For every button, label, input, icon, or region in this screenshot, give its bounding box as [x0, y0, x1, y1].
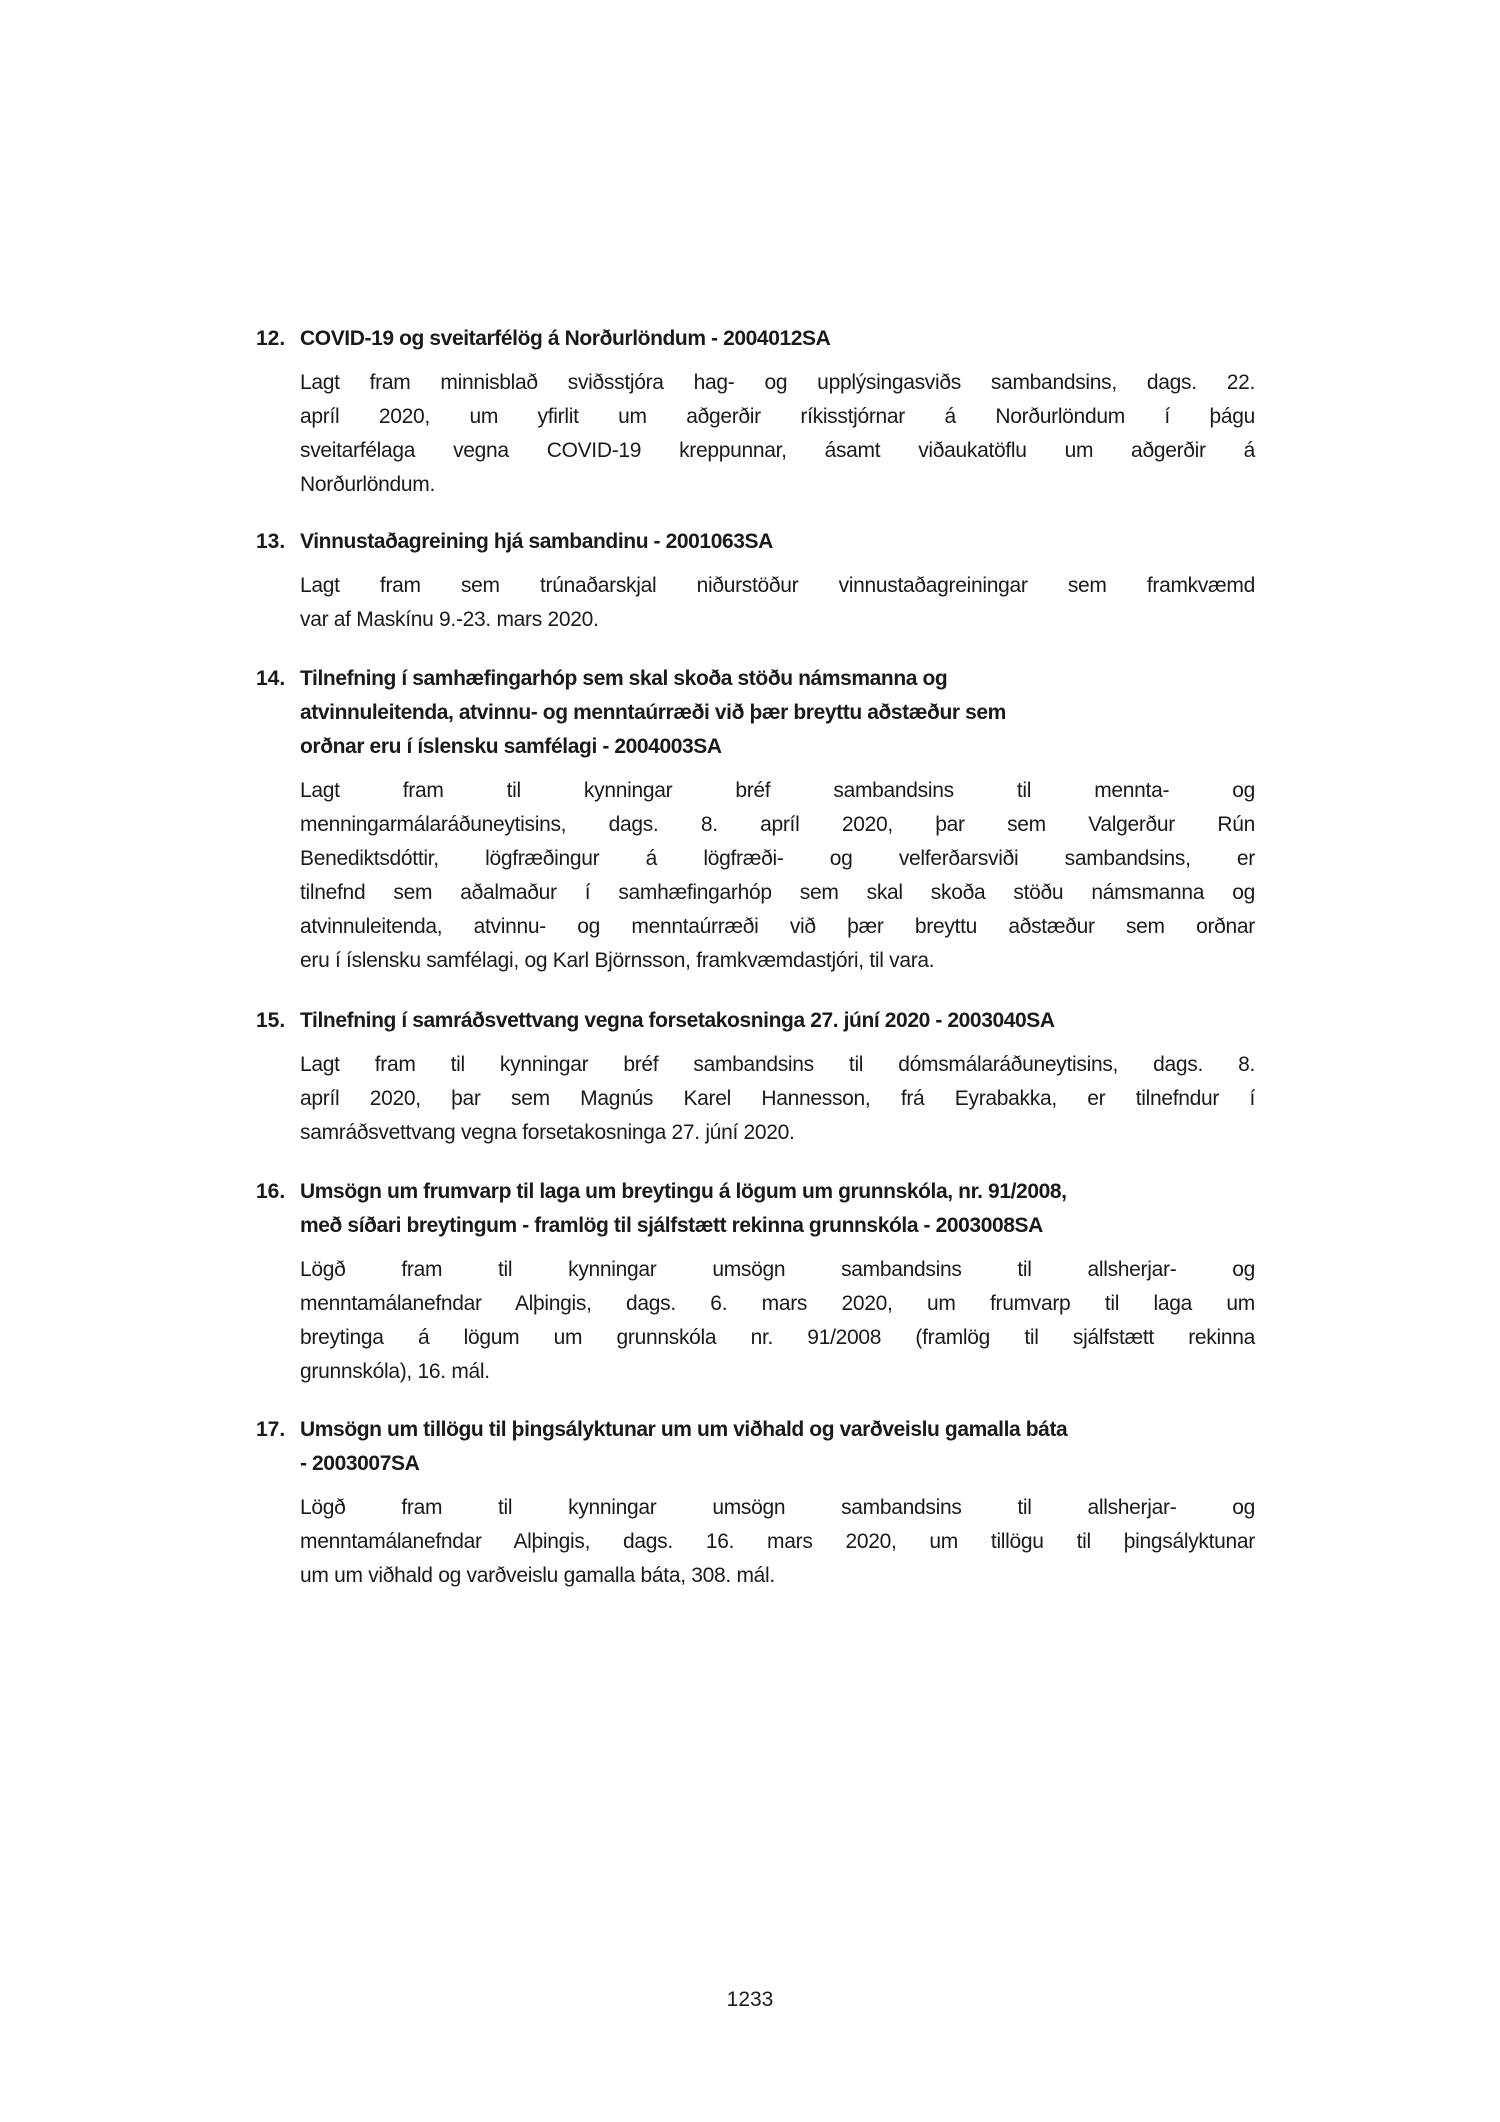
heading-line: Vinnustaðagreining hjá sambandinu - 2001063SA [300, 530, 773, 553]
heading-line: Tilnefning í samhæfingarhóp sem skal skoða stöðu námsmanna og [300, 667, 948, 690]
body-line: menntamálanefndar Alþingis, dags. 16. mars 2020, um tillögu til þingsályktunar [300, 1530, 1255, 1553]
item-body [300, 774, 1255, 978]
page-number: 1233 [726, 1988, 774, 2011]
agenda-item [256, 1413, 1256, 1593]
body-line: Lagt fram sem trúnaðarskjal niðurstöður vinnustaðagreiningar sem framkvæmd [300, 574, 1255, 597]
body-line: apríl 2020, um yfirlit um aðgerðir ríkisstjórnar á Norðurlöndum í þágu [300, 405, 1255, 428]
item-heading [300, 1175, 1256, 1243]
body-line: eru í íslensku samfélagi, og Karl Björnsson, framkvæmdastjóri, til vara. [300, 949, 935, 972]
body-line: sveitarfélaga vegna COVID-19 kreppunnar, ásamt viðaukatöflu um aðgerðir á [300, 439, 1255, 462]
agenda-item [256, 1004, 1256, 1150]
item-body [300, 1253, 1255, 1389]
body-line: Benediktsdóttir, lögfræðingur á lögfræði- og velferðarsviði sambandsins, er [300, 847, 1255, 870]
item-number: 14. [256, 667, 286, 690]
heading-line: Umsögn um tillögu til þingsályktunar um um viðhald og varðveislu gamalla báta [300, 1418, 1068, 1441]
heading-line: atvinnuleitenda, atvinnu- og menntaúrræði við þær breyttu aðstæður sem [300, 701, 1006, 724]
item-heading [300, 525, 1256, 559]
body-line: tilnefnd sem aðalmaður í samhæfingarhóp sem skal skoða stöðu námsmanna og [300, 881, 1255, 904]
body-line: grunnskóla), 16. mál. [300, 1360, 490, 1383]
item-heading [300, 1413, 1256, 1481]
heading-line: - 2003007SA [300, 1452, 420, 1475]
body-line: menningarmálaráðuneytisins, dags. 8. apríl 2020, þar sem Valgerður Rún [300, 813, 1255, 836]
body-line: Lögð fram til kynningar umsögn sambandsins til allsherjar- og [300, 1496, 1255, 1519]
item-body [300, 1491, 1255, 1593]
item-heading [300, 322, 1256, 356]
item-number: 12. [256, 327, 286, 350]
body-line: Lagt fram minnisblað sviðsstjóra hag- og upplýsingasviðs sambandsins, dags. 22. [300, 371, 1255, 394]
item-number: 16. [256, 1180, 286, 1203]
item-body [300, 366, 1255, 502]
item-body [300, 1048, 1255, 1150]
body-line: atvinnuleitenda, atvinnu- og menntaúrræði við þær breyttu aðstæður sem orðnar [300, 915, 1255, 938]
body-line: Norðurlöndum. [300, 473, 435, 496]
body-line: menntamálanefndar Alþingis, dags. 6. mars 2020, um frumvarp til laga um [300, 1292, 1255, 1315]
body-line: samráðsvettvang vegna forsetakosninga 27. júní 2020. [300, 1121, 795, 1144]
agenda-item [256, 662, 1256, 978]
heading-line: COVID-19 og sveitarfélög á Norðurlöndum - 2004012SA [300, 327, 831, 350]
item-body [300, 569, 1255, 637]
body-line: um um viðhald og varðveislu gamalla báta, 308. mál. [300, 1564, 775, 1587]
agenda-item [256, 525, 1256, 637]
body-line: Lögð fram til kynningar umsögn sambandsins til allsherjar- og [300, 1258, 1255, 1281]
body-line: Lagt fram til kynningar bréf sambandsins til mennta- og [300, 779, 1255, 802]
heading-line: Umsögn um frumvarp til laga um breytingu á lögum um grunnskóla, nr. 91/2008, [300, 1180, 1067, 1203]
item-number: 17. [256, 1418, 286, 1441]
heading-line: með síðari breytingum - framlög til sjálfstætt rekinna grunnskóla - 2003008SA [300, 1214, 1043, 1237]
agenda-item [256, 322, 1256, 502]
heading-line: Tilnefning í samráðsvettvang vegna forsetakosninga 27. júní 2020 - 2003040SA [300, 1009, 1055, 1032]
body-line: Lagt fram til kynningar bréf sambandsins til dómsmálaráðuneytisins, dags. 8. [300, 1053, 1255, 1076]
item-heading [300, 1004, 1256, 1038]
body-line: breytinga á lögum um grunnskóla nr. 91/2008 (framlög til sjálfstætt rekinna [300, 1326, 1255, 1349]
item-number: 13. [256, 530, 286, 553]
body-line: apríl 2020, þar sem Magnús Karel Hannesson, frá Eyrabakka, er tilnefndur í [300, 1087, 1255, 1110]
agenda-item [256, 1175, 1256, 1389]
item-heading [300, 662, 1256, 764]
item-number: 15. [256, 1009, 286, 1032]
heading-line: orðnar eru í íslensku samfélagi - 2004003SA [300, 735, 722, 758]
body-line: var af Maskínu 9.-23. mars 2020. [300, 608, 599, 631]
